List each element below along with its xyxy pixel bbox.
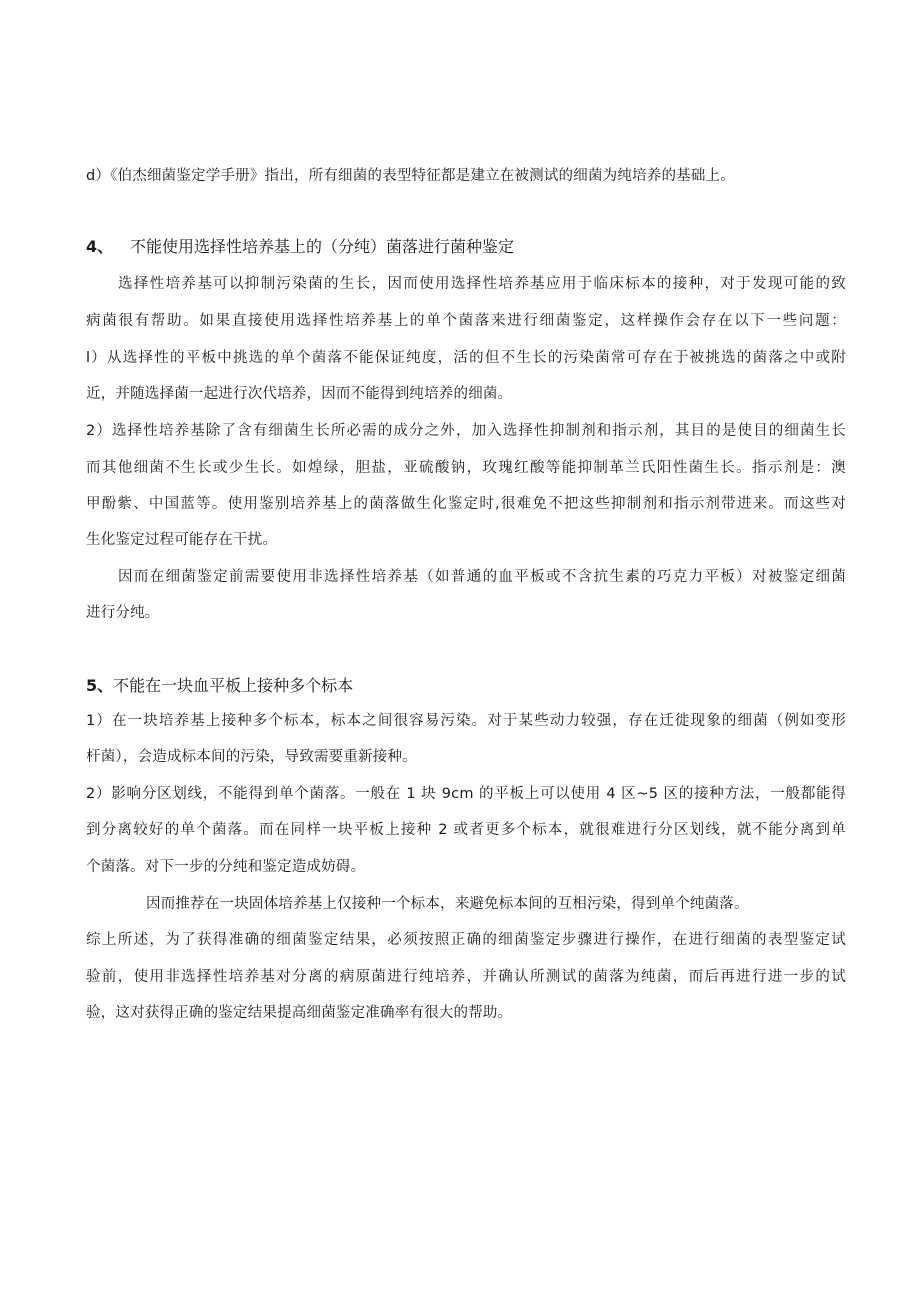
paragraph-line: 甲酚紫、中国蓝等。使用鉴别培养基上的菌落做生化鉴定时,很难免不把这些抑制剂和指示剂带进来。而这些对 xyxy=(86,496,846,512)
section-4-heading xyxy=(86,236,514,258)
paragraph-line: 近，并随选择菌一起进行次代培养，因而不能得到纯培养的细菌。 xyxy=(86,386,513,402)
paragraph-line: 1）在一块培养基上接种多个标本，标本之间很容易污染。对于某些动力较强，存在迁徙现象的细菌（例如变形 xyxy=(86,713,846,729)
section-5-heading xyxy=(86,675,353,697)
paragraph-line: 2）选择性培养基除了含有细菌生长所必需的成分之外，加入选择性抑制剂和指示剂，其目的是使目的细菌生长 xyxy=(86,423,846,439)
section-5-title: 不能在一块血平板上接种多个标本 xyxy=(113,676,354,695)
paragraph-line: 杆菌），会造成标本间的污染，导致需要重新接种。 xyxy=(86,749,417,765)
paragraph-line: 2）影响分区划线，不能得到单个菌落。一般在 1 块 9cm 的平板上可以使用 4 区~5 区的接种方法，一般都能得 xyxy=(86,786,846,802)
paragraph-line: 个菌落。对下一步的分纯和鉴定造成妨碍。 xyxy=(86,859,366,875)
section-4-title: 不能使用选择性培养基上的（分纯）菌落进行菌种鉴定 xyxy=(130,237,515,256)
paragraph-line: 到分离较好的单个菌落。而在同样一块平板上接种 2 或者更多个标本，就很难进行分区划线，就不能分离到单 xyxy=(86,822,846,838)
section-4-number: 4、 xyxy=(86,237,114,256)
paragraph-line: 而其他细菌不生长或少生长。如煌绿，胆盐，亚硫酸钠，玫瑰红酸等能抑制革兰氏阳性菌生长。指示剂是：澳 xyxy=(86,460,846,476)
paragraph-line: 验，这对获得正确的鉴定结果提高细菌鉴定准确率有很大的帮助。 xyxy=(86,1005,513,1021)
section-5-number: 5、 xyxy=(86,676,114,695)
paragraph-line: 生化鉴定过程可能存在干扰。 xyxy=(86,532,278,548)
paragraph-line: 选择性培养基可以抑制污染菌的生长，因而使用选择性培养基应用于临床标本的接种，对于发现可能的致 xyxy=(118,276,846,292)
paragraph-line: 病菌很有帮助。如果直接使用选择性培养基上的单个菌落来进行细菌鉴定，这样操作会存在以下一些问题： xyxy=(86,313,846,329)
paragraph-line: 因而推荐在一块固体培养基上仅接种一个标本，来避免标本间的互相污染，得到单个纯菌落。 xyxy=(146,896,749,912)
paragraph-line: 进行分纯。 xyxy=(86,605,160,621)
paragraph-line: 因而在细菌鉴定前需要使用非选择性培养基（如普通的血平板或不含抗生素的巧克力平板）对被鉴定细菌 xyxy=(118,569,846,585)
paragraph-line: 综上所述，为了获得准确的细菌鉴定结果，必须按照正确的细菌鉴定步骤进行操作，在进行细菌的表型鉴定试 xyxy=(86,932,846,948)
paragraph-line: l）从选择性的平板中挑选的单个菌落不能保证纯度，活的但不生长的污染菌常可存在于被挑选的菌落之中或附 xyxy=(86,350,846,366)
paragraph-line-d: d）《伯杰细菌鉴定学手册》指出，所有细菌的表型特征都是建立在被测试的细菌为纯培养的基础上。 xyxy=(86,168,735,184)
paragraph-line: 验前，使用非选择性培养基对分离的病原菌进行纯培养，并确认所测试的菌落为纯菌，而后再进行进一步的试 xyxy=(86,969,846,985)
